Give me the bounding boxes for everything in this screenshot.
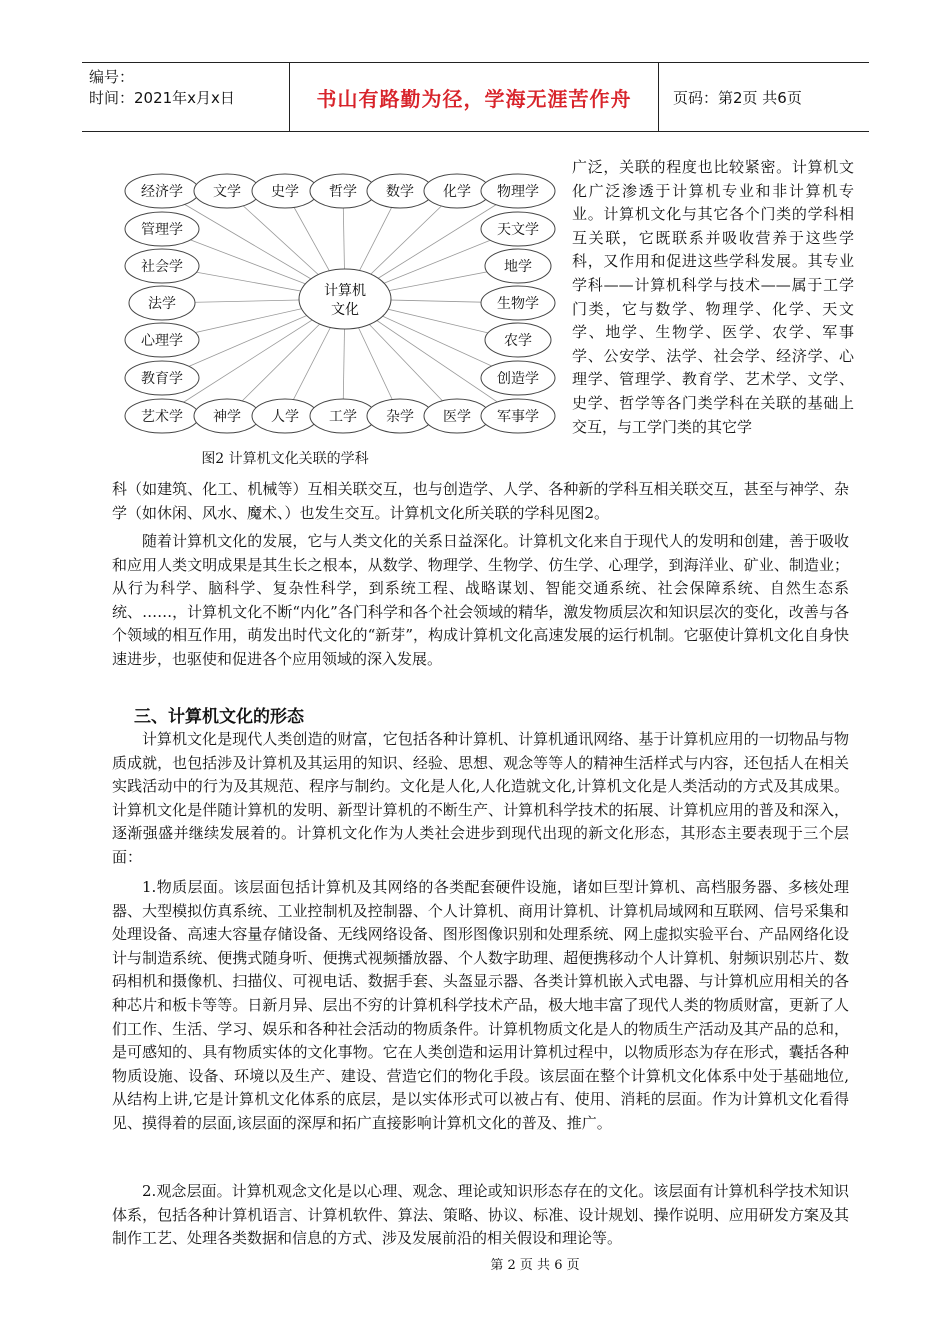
discipline-label: 杂学 xyxy=(386,409,414,425)
right-column-text: 广泛，关联的程度也比较紧密。计算机文化广泛渗透于计算机专业和非计算机专业。计算机文化与其它各个门类的学科相互关联，它既联系并吸收营养于这些学科，又作用和促进这些学科发展。其专业学科——计算机科学与技术——属于工学门类，它与数学、物理学、化学、天文学、地学、生物学、医学、农学、军事学、公安学、法学、社会学、经济学、心理学、管理学、教育学、艺术学、文学、史学、哲学等各门类学科在关联的基础上交互，与工学门类的其它学 xyxy=(572,158,854,436)
discipline-label: 生物学 xyxy=(497,296,539,312)
center-node xyxy=(299,269,391,329)
diagram-svg xyxy=(120,166,560,436)
discipline-label: 史学 xyxy=(271,184,299,200)
header-meta-cell xyxy=(82,63,290,131)
header-page-info: 页码：第2页 共6页 xyxy=(673,88,802,107)
page-footer xyxy=(0,1254,950,1273)
center-label-line1: 计算机 xyxy=(324,283,366,299)
discipline-label: 物理学 xyxy=(497,184,539,200)
discipline-label: 管理学 xyxy=(141,222,183,238)
discipline-label: 社会学 xyxy=(141,259,183,275)
discipline-label: 艺术学 xyxy=(141,409,183,425)
discipline-label: 哲学 xyxy=(329,184,357,200)
discipline-label: 人学 xyxy=(271,409,299,425)
discipline-label: 医学 xyxy=(443,409,471,425)
discipline-label: 军事学 xyxy=(497,409,539,425)
section-title: 三、计算机文化的形态 xyxy=(134,707,304,727)
paragraph-continuation: 科（如建筑、化工、机械等）互相关联交互，也与创造学、人学、各种新的学科互相关联交互，甚至与神学、杂学（如休闲、风水、魔术、）也发生交互。计算机文化所关联的学科见图2。 xyxy=(112,480,849,522)
discipline-diagram xyxy=(120,166,560,436)
paragraph-concept-level: 2.观念层面。计算机观念文化是以心理、观念、理论或知识形态存在的文化。该层面有计算机科学技术知识体系，包括各种计算机语言、计算机软件、算法、策略、协议、标准、设计规划、操作说明、应用研发方案及其制作工艺、处理各类数据和信息的方式、涉及发展前沿的相关假设和理论等。 xyxy=(112,1182,849,1248)
number-label: 编号： xyxy=(89,68,135,86)
paragraph-material-level: 1.物质层面。该层面包括计算机及其网络的各类配套硬件设施，诸如巨型计算机、高档服务器、多核处理器、大型模拟仿真系统、工业控制机及控制器、个人计算机、商用计算机、计算机局域网和互联网、信号采集和处理设备、高速大容量存储设备、无线网络设备、图形图像识别和处理系统、网上虚拟实验平台、产品网络化设计与制造系统、便携式随身听、便携式视频播放器、个人数字助理、超便携移动个人计算机、射频识别芯片、数码相机和摄像机、扫描仪、可视电话、数据手套、头盔显示器、各类计算机嵌入式电器、与计算机应用相关的各种芯片和板卡等等。日新月异、层出不穷的计算机科学技术产品，极大地丰富了现代人类的物质财富，更新了人们工作、生活、学习、娱乐和各种社会活动的物质条件。计算机物质文化是人的物质生产活动及其产品的总和，是可感知的、具有物质实体的文化事物。它在人类创造和运用计算机过程中，以物质形态为存在形式，囊括各种物质设施、设备、环境以及生产、建设、营造它们的物化手段。该层面在整个计算机文化体系中处于基础地位,从结构上讲,它是计算机文化体系的底层，是以实体形式可以被占有、使用、消耗的层面。作为计算机文化看得见、摸得着的层面,该层面的深厚和拓广直接影响计算机文化的普及、推广。 xyxy=(112,878,849,1132)
discipline-label: 法学 xyxy=(148,296,176,312)
discipline-label: 数学 xyxy=(386,184,414,200)
page-header xyxy=(82,62,869,132)
diagram-caption: 图2 计算机文化关联的学科 xyxy=(201,451,369,467)
paragraph-forms: 计算机文化是现代人类创造的财富，它包括各种计算机、计算机通讯网络、基于计算机应用的一切物品与物质成就，也包括涉及计算机及其运用的知识、经验、思想、观念等等人的精神生活样式与内容，还包括人在相关实践活动中的行为及其规范、程序与制约。文化是人化,人化造就文化,计算机文化是人类活动的方式及其成果。计算机文化是伴随计算机的发明、新型计算机的不断生产、计算机科学技术的拓展、计算机应用的普及和深入，逐渐强盛并继续发展着的。计算机文化作为人类社会进步到现代出现的新文化形态，其形态主要表现于三个层面： xyxy=(112,730,849,866)
discipline-label: 经济学 xyxy=(141,184,183,200)
discipline-label: 神学 xyxy=(213,409,241,425)
time-label: 时间：2021年x月x日 xyxy=(89,89,235,107)
center-label-line2: 文化 xyxy=(331,302,359,318)
discipline-label: 文学 xyxy=(213,184,241,200)
discipline-label: 教育学 xyxy=(141,371,183,387)
discipline-label: 天文学 xyxy=(497,222,539,238)
discipline-label: 心理学 xyxy=(141,333,183,349)
footer-text: 第 2 页 共 6 页 xyxy=(490,1258,580,1273)
discipline-label: 农学 xyxy=(504,333,532,349)
discipline-label: 创造学 xyxy=(497,371,539,387)
discipline-label: 地学 xyxy=(504,259,532,275)
paragraph-development: 随着计算机文化的发展，它与人类文化的关系日益深化。计算机文化来自于现代人的发明和创建，善于吸收和应用人类文明成果是其生长之根本，从数学、物理学、生物学、仿生学、心理学，到海洋业、矿业、制造业；从行为科学、脑科学、复杂性科学，到系统工程、战略谋划、智能交通系统、社会保障系统、自然生态系统、……，计算机文化不断“内化”各门科学和各个社会领域的精华，激发物质层次和知识层次的变化，改善与各个领域的相互作用，萌发出时代文化的“新芽”，构成计算机文化高速发展的运行机制。它驱使计算机文化自身快速进步，也驱使和促进各个应用领域的深入发展。 xyxy=(112,532,849,668)
header-motto: 书山有路勤为径，学海无涯苦作舟 xyxy=(290,63,659,131)
discipline-label: 化学 xyxy=(443,184,471,200)
discipline-label: 工学 xyxy=(329,409,357,425)
